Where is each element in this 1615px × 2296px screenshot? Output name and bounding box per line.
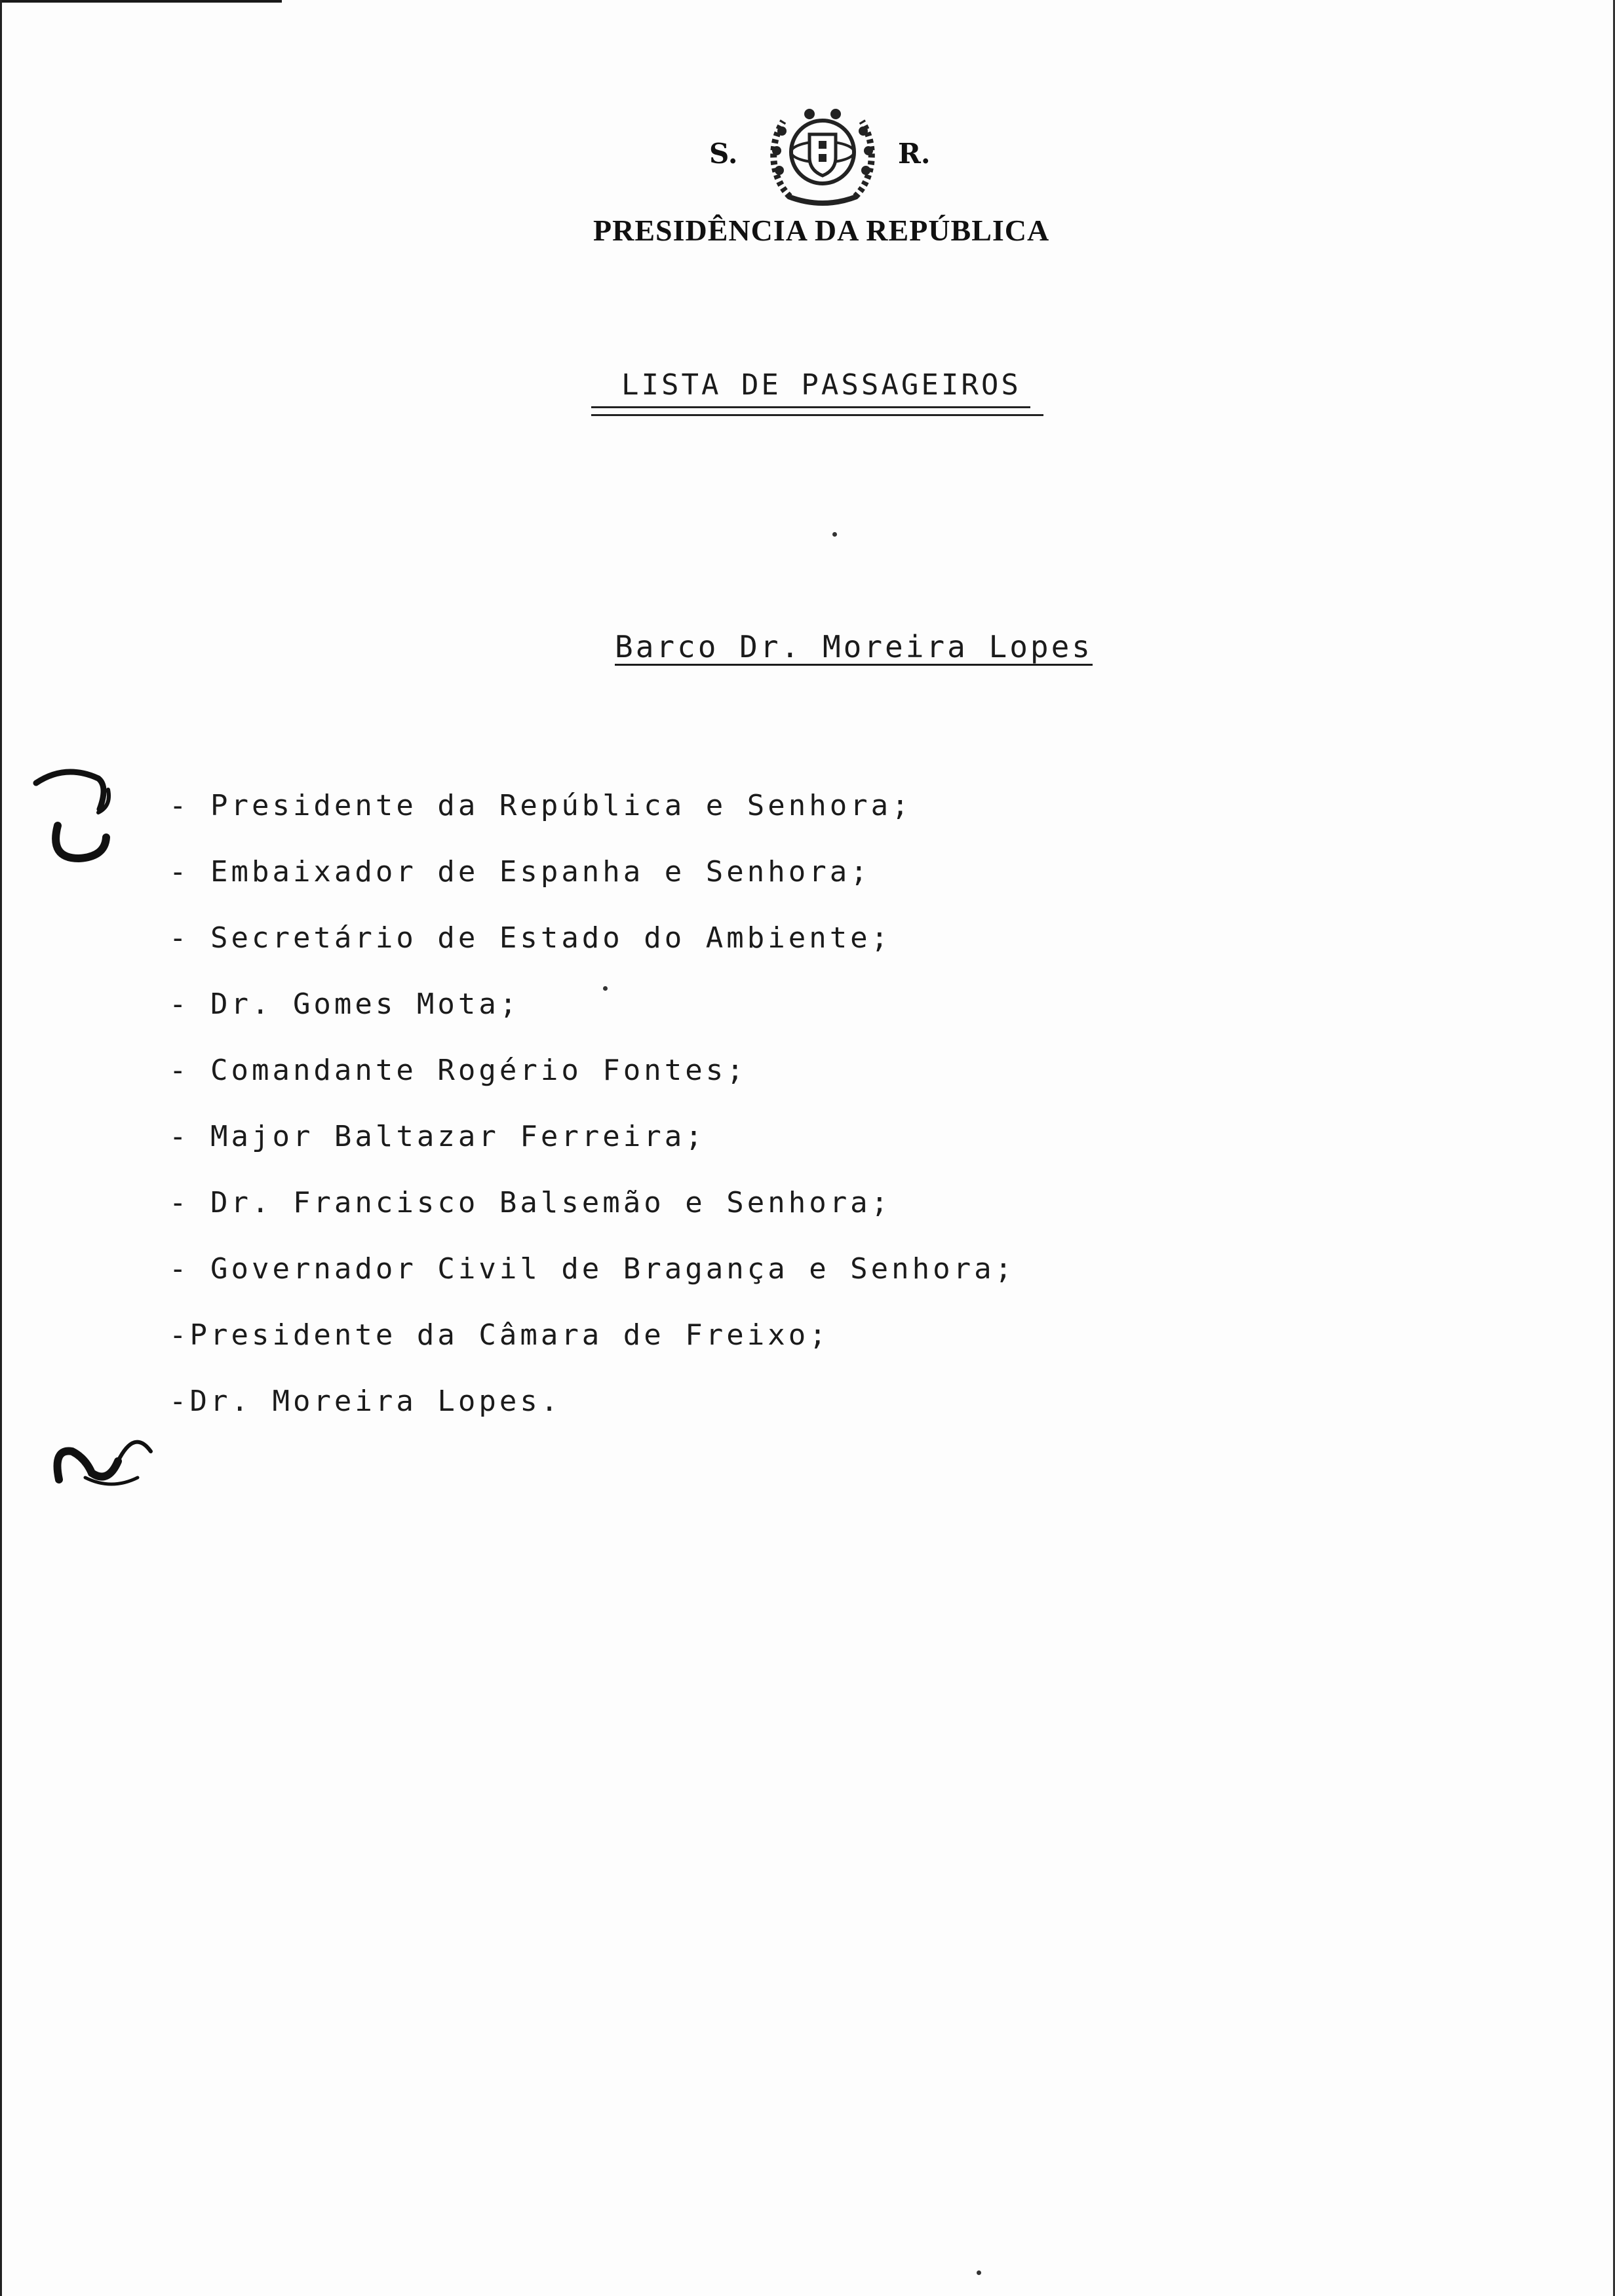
- vessel-name: Barco Dr. Moreira Lopes: [615, 629, 1093, 664]
- coat-of-arms-icon: [764, 105, 882, 210]
- list-item: - Secretário de Estado do Ambiente;: [169, 921, 892, 955]
- scan-edge-top: [0, 0, 282, 3]
- list-item: -Dr. Moreira Lopes.: [169, 1385, 562, 1418]
- list-item: - Dr. Francisco Balsemão e Senhora;: [169, 1186, 892, 1219]
- scan-edge-right: [1610, 0, 1615, 2296]
- scan-speck: [603, 986, 608, 991]
- scan-edge-left: [0, 0, 4, 2296]
- list-item: - Major Baltazar Ferreira;: [169, 1120, 706, 1153]
- list-item: - Comandante Rogério Fontes;: [169, 1054, 747, 1087]
- list-item: - Governador Civil de Bragança e Senhora;: [169, 1252, 1016, 1286]
- list-item: - Presidente da República e Senhora;: [169, 789, 912, 822]
- scan-speck: [977, 2270, 981, 2275]
- title-underline: [591, 406, 1030, 408]
- scan-speck: [832, 532, 837, 537]
- letterhead-left-letter: S.: [709, 138, 738, 170]
- handwritten-mark-icon: [26, 760, 118, 871]
- list-item: -Presidente da Câmara de Freixo;: [169, 1318, 830, 1352]
- title-underline-double: [591, 414, 1043, 416]
- list-item: - Dr. Gomes Mota;: [169, 987, 520, 1021]
- organization-name: PRESIDÊNCIA DA REPÚBLICA: [593, 214, 1050, 247]
- list-item: - Embaixador de Espanha e Senhora;: [169, 855, 871, 889]
- letterhead-right-letter: R.: [898, 138, 931, 170]
- document-title: LISTA DE PASSAGEIROS: [621, 368, 1021, 402]
- passenger-list: [169, 786, 1015, 1448]
- handwritten-mark-icon: [46, 1422, 157, 1494]
